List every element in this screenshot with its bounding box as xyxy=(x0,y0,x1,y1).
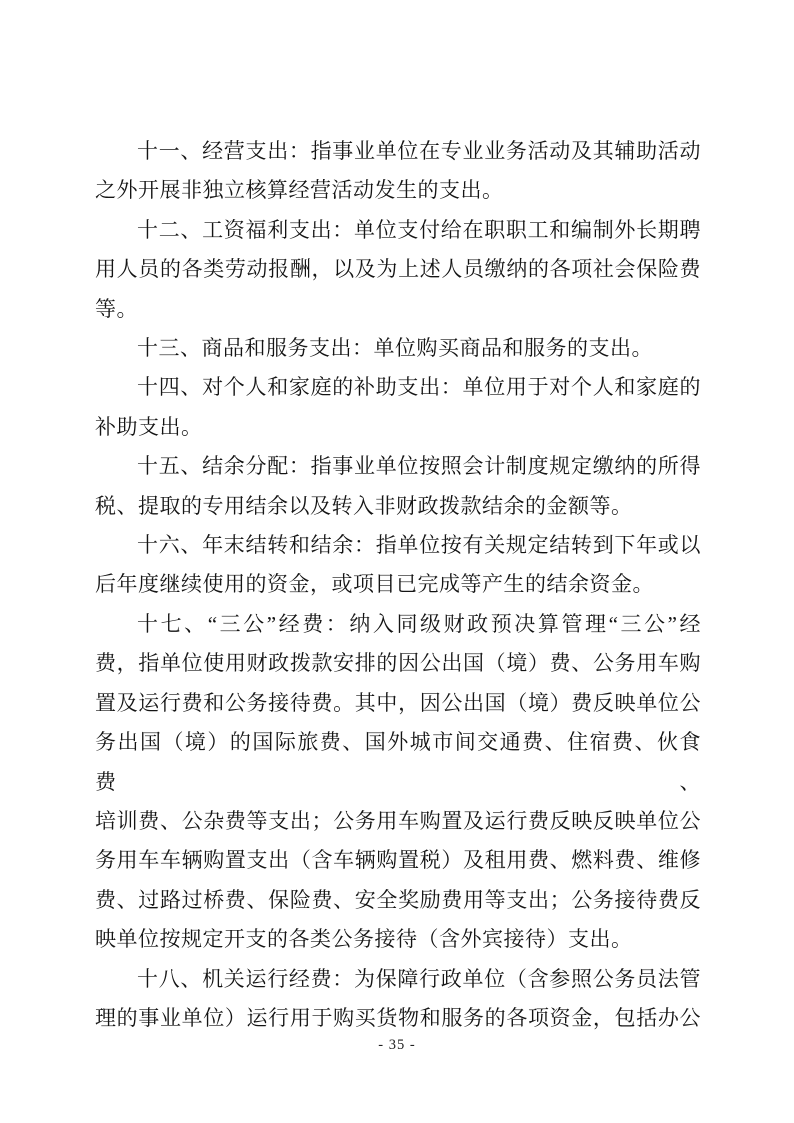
text-line: 十六、年末结转和结余：指单位按有关规定结转到下年或以 xyxy=(137,533,701,558)
text-line: 置及运行费和公务接待费。其中，因公出国（境）费反映单位公 xyxy=(95,690,701,715)
text-line: 税、提取的专用结余以及转入非财政拨款结余的金额等。 xyxy=(95,493,633,518)
text-line: 费，指单位使用财政拨款安排的因公出国（境）费、公务用车购 xyxy=(95,651,701,676)
document-body xyxy=(95,132,701,1038)
paragraph-11 xyxy=(95,132,701,211)
text-line: 十一、经营支出：指事业单位在专业业务活动及其辅助活动 xyxy=(137,139,701,163)
page-number: - 35 - xyxy=(378,1037,416,1053)
text-line: 补助支出。 xyxy=(95,414,203,439)
text-line: 十五、结余分配：指事业单位按照会计制度规定缴纳的所得 xyxy=(137,454,701,479)
text-line: 务出国（境）的国际旅费、国外城市间交通费、住宿费、伙食费、 xyxy=(95,730,701,794)
paragraph-16 xyxy=(95,526,701,605)
text-line: 理的事业单位）运行用于购买货物和服务的各项资金，包括办公 xyxy=(95,1005,701,1030)
text-line: 十八、机关运行经费：为保障行政单位（含参照公务员法管 xyxy=(137,966,701,991)
text-line: 十二、工资福利支出：单位支付给在职职工和编制外长期聘 xyxy=(137,217,701,242)
paragraph-13 xyxy=(95,329,701,368)
text-line: 培训费、公杂费等支出；公务用车购置及运行费反映反映单位公 xyxy=(95,808,701,833)
text-line: 用人员的各类劳动报酬，以及为上述人员缴纳的各项社会保险费 xyxy=(95,257,701,282)
paragraph-15 xyxy=(95,447,701,526)
text-line: 十三、商品和服务支出：单位购买商品和服务的支出。 xyxy=(137,336,653,361)
paragraph-14 xyxy=(95,368,701,447)
text-line: 务用车车辆购置支出（含车辆购置税）及租用费、燃料费、维修 xyxy=(95,848,701,873)
text-line: 费、过路过桥费、保险费、安全奖励费用等支出；公务接待费反 xyxy=(95,887,701,912)
paragraph-12 xyxy=(95,211,701,329)
paragraph-17 xyxy=(95,605,701,960)
text-line: 十七、“三公”经费：纳入同级财政预决算管理“三公”经 xyxy=(137,611,701,636)
text-line: 之外开展非独立核算经营活动发生的支出。 xyxy=(95,178,504,203)
text-line: 十四、对个人和家庭的补助支出：单位用于对个人和家庭的 xyxy=(137,375,701,400)
text-line: 等。 xyxy=(95,296,138,321)
paragraph-18 xyxy=(95,960,701,1039)
text-line: 后年度继续使用的资金，或项目已完成等产生的结余资金。 xyxy=(95,572,654,597)
text-line: 映单位按规定开支的各类公务接待（含外宾接待）支出。 xyxy=(95,927,633,952)
